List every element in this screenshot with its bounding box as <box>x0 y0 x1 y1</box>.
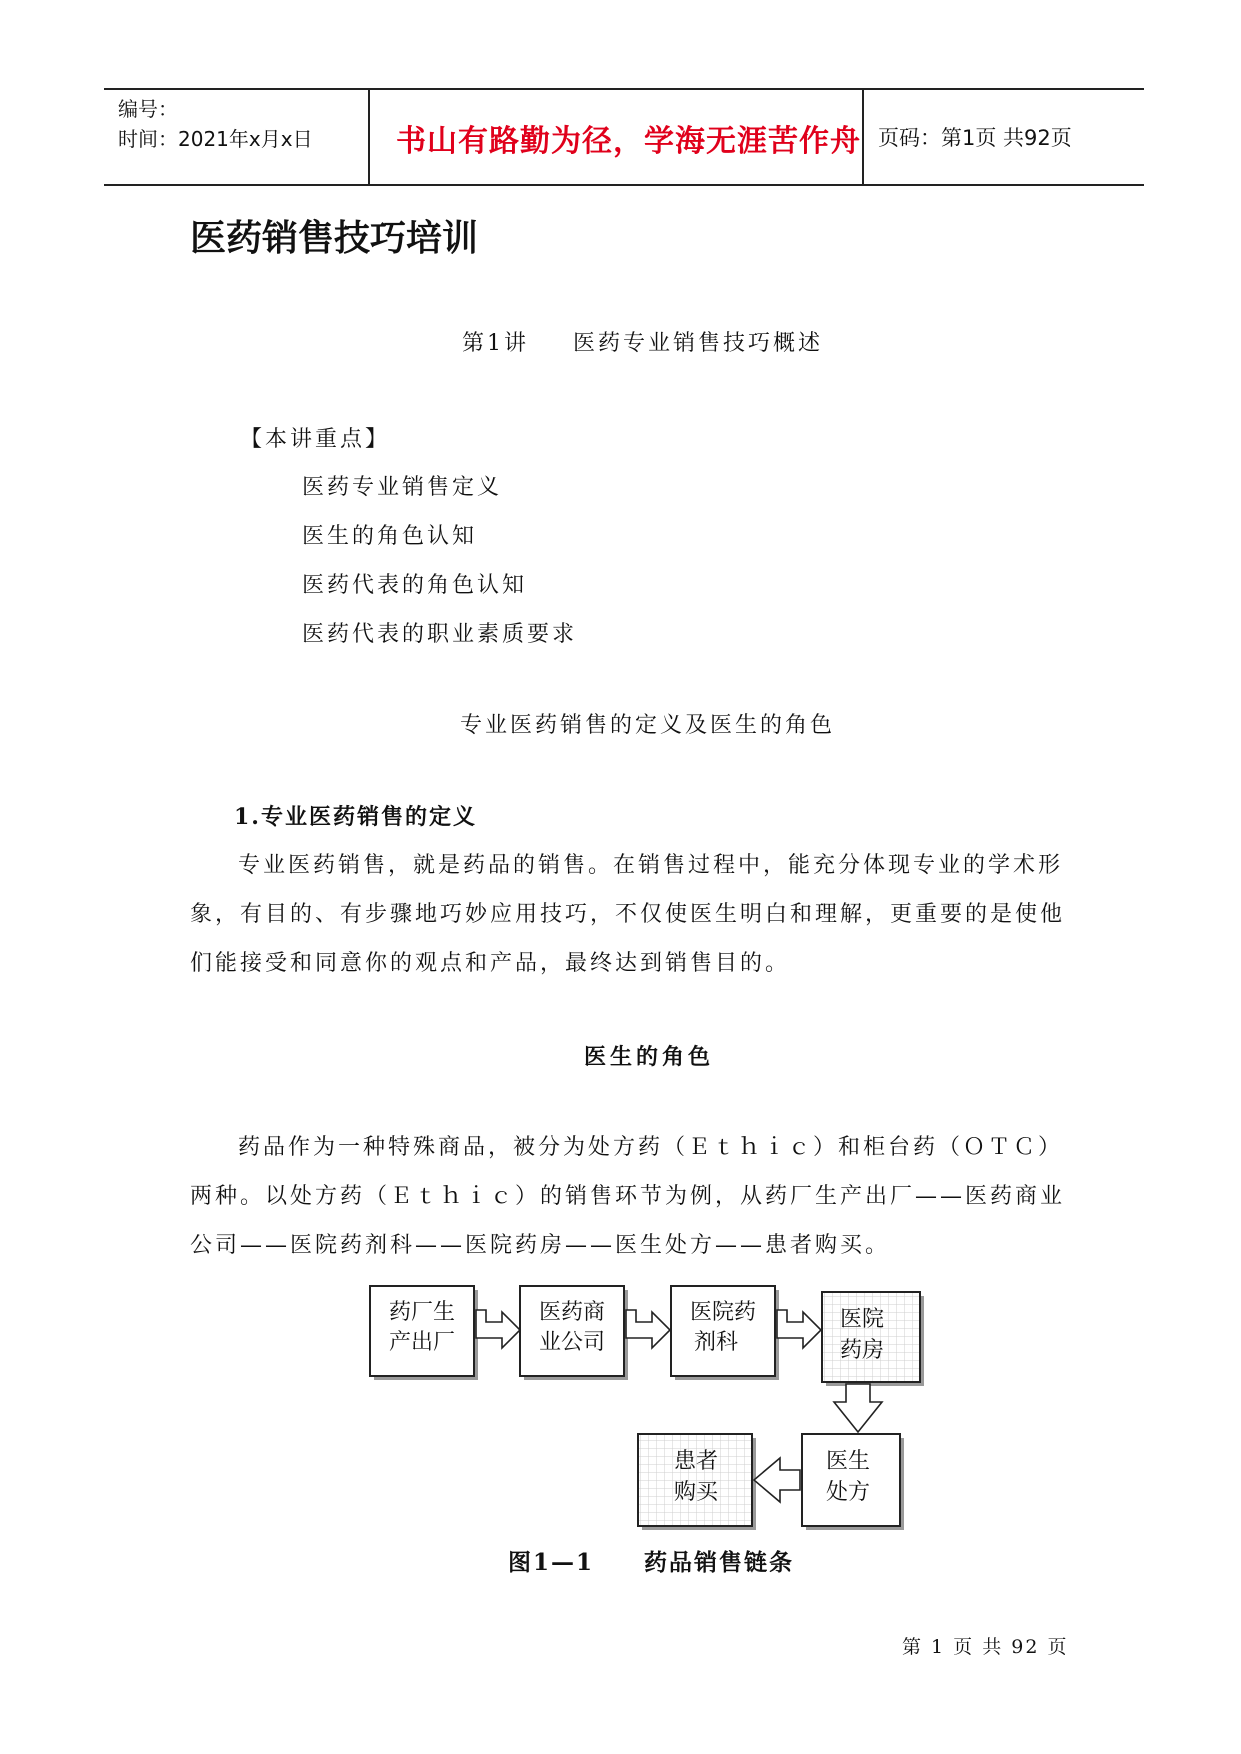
section2-line: 公司——医院药剂科——医院药房——医生处方——患者购买。 <box>190 1233 891 1258</box>
flow-node-patient-line2: 购买 <box>673 1480 719 1505</box>
flow-node-factory-line1: 药厂生 <box>388 1300 456 1325</box>
figure-number: 图1—1 <box>508 1549 595 1576</box>
section1-heading: 1.专业医药销售的定义 <box>234 804 477 830</box>
lecture-name: 医药专业销售技巧概述 <box>573 331 824 356</box>
number-label: 编号： <box>118 97 178 121</box>
lecture-number: 第1讲 <box>462 331 529 356</box>
flow-node-prescription-line2: 处方 <box>825 1480 871 1505</box>
section2-heading: 医生的角色 <box>584 1044 715 1070</box>
flow-node-patient-line1: 患者 <box>673 1449 719 1474</box>
arrow-down-icon <box>834 1384 882 1432</box>
arrow-right-icon <box>476 1310 520 1348</box>
page-label: 页码：第1页 共92页 <box>878 126 1072 150</box>
key-point-item: 医药代表的职业素质要求 <box>302 622 578 647</box>
flow-node-pharmacy-dept-line2: 剂科 <box>693 1330 739 1355</box>
flow-node-prescription-line1: 医生 <box>825 1449 871 1474</box>
figure-title: 药品销售链条 <box>644 1549 795 1576</box>
section1-line: 专业医药销售，就是药品的销售。在销售过程中，能充分体现专业的学术形 <box>238 853 1064 878</box>
flow-node-distributor-line2: 业公司 <box>538 1330 606 1355</box>
arrow-right-icon <box>777 1310 821 1348</box>
flow-node-distributor-line1: 医药商 <box>538 1300 606 1325</box>
document-title: 医药销售技巧培训 <box>190 218 479 259</box>
time-label: 时间：2021年x月x日 <box>118 127 313 151</box>
figure-caption <box>508 1544 794 1577</box>
key-point-item: 医药专业销售定义 <box>302 475 503 500</box>
subheading: 专业医药销售的定义及医生的角色 <box>460 713 836 738</box>
flow-node-pharmacy-dept-line1: 医院药 <box>689 1300 757 1325</box>
flow-node-hospital-pharmacy-line1: 医院 <box>839 1307 885 1332</box>
key-point-item: 医生的角色认知 <box>302 524 478 549</box>
arrow-left-icon <box>754 1458 800 1502</box>
section1-line: 们能接受和同意你的观点和产品，最终达到销售目的。 <box>190 951 791 976</box>
flow-node-factory-line2: 产出厂 <box>388 1330 456 1355</box>
section2-line: 药品作为一种特殊商品，被分为处方药（Ｅｔｈｉｃ）和柜台药（ＯＴＣ） <box>238 1135 1064 1160</box>
flow-node-hospital-pharmacy-line2: 药房 <box>839 1338 885 1363</box>
page-footer: 第 1 页 共 92 页 <box>902 1636 1069 1658</box>
arrow-right-icon <box>626 1310 670 1348</box>
section1-line: 象，有目的、有步骤地巧妙应用技巧，不仅使医生明白和理解，更重要的是使他 <box>190 902 1066 927</box>
key-points-heading: 【本讲重点】 <box>240 427 391 452</box>
key-point-item: 医药代表的角色认知 <box>302 573 528 598</box>
motto-text: 书山有路勤为径，学海无涯苦作舟 <box>396 124 861 159</box>
flow-node-hospital-pharmacy <box>822 1292 920 1382</box>
section2-line: 两种。以处方药（Ｅｔｈｉｃ）的销售环节为例，从药厂生产出厂——医药商业 <box>190 1184 1066 1209</box>
